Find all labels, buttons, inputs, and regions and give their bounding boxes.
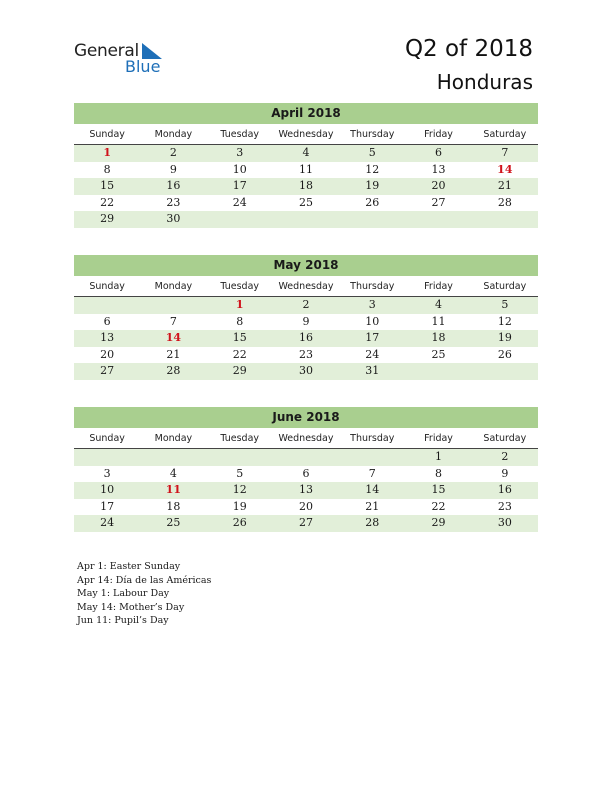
day-cell: 1 bbox=[103, 146, 111, 159]
week-row bbox=[74, 297, 538, 314]
day-cell: 28 bbox=[497, 195, 512, 209]
holiday-note: Jun 11: Pupil’s Day bbox=[77, 615, 169, 626]
day-cell: 3 bbox=[368, 298, 376, 311]
day-cell: 30 bbox=[298, 364, 313, 377]
day-cell: 16 bbox=[298, 331, 313, 344]
day-cell: 23 bbox=[497, 499, 512, 513]
day-cell: 3 bbox=[103, 466, 111, 480]
weekday-label: Wednesday bbox=[278, 281, 334, 292]
day-cell: 25 bbox=[298, 195, 313, 209]
day-cell: 30 bbox=[497, 516, 512, 529]
day-cell: 20 bbox=[298, 499, 313, 513]
weekday-label: Saturday bbox=[483, 129, 527, 140]
day-cell: 23 bbox=[298, 347, 313, 361]
day-cell: 1 bbox=[235, 298, 244, 311]
day-cell: 19 bbox=[365, 179, 380, 192]
day-cell: 11 bbox=[165, 483, 182, 496]
page-title: Q2 of 2018 bbox=[404, 36, 533, 62]
day-cell: 10 bbox=[365, 314, 380, 328]
week-row bbox=[74, 347, 538, 364]
day-cell: 9 bbox=[501, 466, 509, 480]
day-cell: 18 bbox=[298, 179, 313, 192]
day-cell: 22 bbox=[100, 195, 115, 209]
day-cell: 18 bbox=[166, 499, 181, 513]
weekday-label: Thursday bbox=[350, 433, 395, 444]
day-cell: 16 bbox=[166, 179, 181, 192]
day-cell: 2 bbox=[501, 450, 509, 463]
day-cell: 12 bbox=[365, 162, 380, 176]
day-cell: 26 bbox=[232, 516, 247, 529]
day-cell: 17 bbox=[100, 499, 115, 513]
day-cell bbox=[74, 449, 140, 466]
weekday-label: Monday bbox=[154, 129, 193, 140]
weekday-header-row bbox=[74, 430, 538, 449]
day-cell: 3 bbox=[236, 146, 244, 159]
day-cell: 17 bbox=[232, 179, 247, 192]
day-cell bbox=[339, 211, 405, 228]
day-cell: 10 bbox=[232, 162, 247, 176]
holiday-note: May 14: Mother’s Day bbox=[77, 601, 185, 613]
day-cell: 23 bbox=[166, 195, 181, 209]
week-row bbox=[74, 195, 538, 212]
weekday-header-row bbox=[74, 126, 538, 145]
day-cell: 19 bbox=[232, 499, 247, 513]
weekday-label: Friday bbox=[424, 433, 453, 444]
day-cell: 30 bbox=[166, 212, 181, 225]
weekday-label: Friday bbox=[424, 129, 453, 140]
day-cell: 7 bbox=[169, 314, 177, 328]
day-cell: 20 bbox=[100, 347, 115, 361]
brand-logo bbox=[74, 41, 194, 81]
day-cell bbox=[405, 211, 471, 228]
day-cell: 25 bbox=[431, 347, 446, 361]
day-cell: 25 bbox=[166, 516, 181, 529]
day-cell: 20 bbox=[431, 179, 446, 192]
weekday-label: Monday bbox=[154, 281, 193, 292]
day-cell: 28 bbox=[365, 516, 380, 529]
day-cell: 9 bbox=[169, 162, 177, 176]
country-name: Honduras bbox=[436, 70, 533, 94]
holiday-note: May 1: Labour Day bbox=[77, 588, 170, 599]
day-cell: 4 bbox=[302, 146, 310, 159]
month-title: April 2018 bbox=[74, 103, 538, 124]
month-calendar-may bbox=[74, 255, 538, 380]
day-cell: 15 bbox=[100, 179, 115, 192]
weekday-header-row bbox=[74, 278, 538, 297]
day-cell: 14 bbox=[497, 162, 513, 176]
weekday-label: Wednesday bbox=[278, 129, 334, 140]
day-cell bbox=[273, 211, 339, 228]
day-cell bbox=[74, 297, 140, 314]
day-cell bbox=[339, 449, 405, 466]
day-cell bbox=[140, 449, 206, 466]
day-cell: 8 bbox=[435, 466, 443, 480]
week-row bbox=[74, 211, 538, 228]
day-cell: 24 bbox=[365, 347, 380, 361]
month-title: May 2018 bbox=[74, 255, 538, 276]
day-cell: 8 bbox=[236, 314, 244, 328]
week-row bbox=[74, 482, 538, 499]
week-row bbox=[74, 145, 538, 162]
day-cell: 29 bbox=[431, 516, 446, 529]
day-cell: 16 bbox=[497, 483, 512, 496]
day-cell: 5 bbox=[501, 298, 509, 311]
day-cell: 28 bbox=[166, 364, 181, 377]
weekday-label: Saturday bbox=[483, 433, 527, 444]
day-cell: 21 bbox=[166, 347, 181, 361]
weekday-label: Tuesday bbox=[220, 433, 260, 444]
day-cell bbox=[140, 297, 206, 314]
day-cell: 13 bbox=[298, 483, 313, 496]
day-cell: 2 bbox=[302, 298, 310, 311]
day-cell: 27 bbox=[100, 364, 115, 377]
holiday-notes bbox=[77, 560, 211, 628]
day-cell bbox=[207, 211, 273, 228]
day-cell: 27 bbox=[431, 195, 446, 209]
week-row bbox=[74, 162, 538, 179]
weekday-label: Sunday bbox=[89, 129, 125, 140]
day-cell: 9 bbox=[302, 314, 310, 328]
week-row bbox=[74, 466, 538, 483]
day-cell: 15 bbox=[232, 331, 247, 344]
day-cell: 5 bbox=[236, 466, 244, 480]
day-cell bbox=[472, 363, 538, 380]
day-cell bbox=[273, 449, 339, 466]
day-cell: 19 bbox=[497, 331, 512, 344]
day-cell: 6 bbox=[435, 146, 443, 159]
day-cell: 12 bbox=[232, 483, 247, 496]
day-cell: 5 bbox=[368, 146, 376, 159]
week-row bbox=[74, 515, 538, 532]
weekday-label: Monday bbox=[154, 433, 193, 444]
weekday-label: Tuesday bbox=[220, 281, 260, 292]
day-cell bbox=[472, 211, 538, 228]
weekday-label: Thursday bbox=[350, 129, 395, 140]
day-cell: 6 bbox=[302, 466, 310, 480]
month-calendar-april bbox=[74, 103, 538, 228]
month-calendar-june bbox=[74, 407, 538, 532]
day-cell: 7 bbox=[501, 146, 509, 159]
day-cell: 7 bbox=[368, 466, 376, 480]
day-cell: 13 bbox=[100, 331, 115, 344]
day-cell: 14 bbox=[165, 331, 182, 344]
day-cell: 13 bbox=[431, 162, 446, 176]
day-cell: 22 bbox=[232, 347, 247, 361]
weekday-label: Tuesday bbox=[220, 129, 260, 140]
holiday-note: Apr 14: Día de las Américas bbox=[77, 574, 212, 586]
week-row bbox=[74, 449, 538, 466]
day-cell: 1 bbox=[435, 450, 443, 463]
day-cell bbox=[405, 363, 471, 380]
day-cell: 21 bbox=[365, 499, 380, 513]
day-cell: 27 bbox=[298, 516, 313, 529]
day-cell: 17 bbox=[365, 331, 380, 344]
week-row bbox=[74, 314, 538, 331]
week-row bbox=[74, 178, 538, 195]
weekday-label: Thursday bbox=[350, 281, 395, 292]
weekday-label: Saturday bbox=[483, 281, 527, 292]
day-cell: 26 bbox=[497, 347, 512, 361]
brand-blue: Blue bbox=[125, 57, 161, 76]
day-cell: 24 bbox=[100, 516, 115, 529]
day-cell: 10 bbox=[100, 483, 115, 496]
day-cell: 6 bbox=[103, 314, 111, 328]
weekday-label: Sunday bbox=[89, 433, 125, 444]
day-cell: 24 bbox=[232, 195, 247, 209]
day-cell: 31 bbox=[365, 364, 380, 377]
day-cell: 14 bbox=[365, 483, 380, 496]
brand-general: General bbox=[74, 41, 139, 61]
day-cell bbox=[207, 449, 273, 466]
day-cell: 2 bbox=[169, 146, 177, 159]
weekday-label: Friday bbox=[424, 281, 453, 292]
week-row bbox=[74, 499, 538, 516]
day-cell: 15 bbox=[431, 483, 446, 496]
day-cell: 11 bbox=[431, 314, 446, 328]
day-cell: 8 bbox=[103, 162, 111, 176]
weekday-label: Wednesday bbox=[278, 433, 334, 444]
day-cell: 4 bbox=[435, 298, 443, 311]
day-cell: 29 bbox=[100, 212, 115, 225]
day-cell: 11 bbox=[298, 162, 313, 176]
week-row bbox=[74, 330, 538, 347]
day-cell: 22 bbox=[431, 499, 446, 513]
month-title: June 2018 bbox=[74, 407, 538, 428]
day-cell: 18 bbox=[431, 331, 446, 344]
day-cell: 29 bbox=[232, 364, 247, 377]
day-cell: 12 bbox=[497, 314, 512, 328]
day-cell: 26 bbox=[365, 195, 380, 209]
week-row bbox=[74, 363, 538, 380]
holiday-note: Apr 1: Easter Sunday bbox=[77, 561, 181, 572]
day-cell: 21 bbox=[497, 179, 512, 192]
weekday-label: Sunday bbox=[89, 281, 125, 292]
day-cell: 4 bbox=[169, 466, 177, 480]
